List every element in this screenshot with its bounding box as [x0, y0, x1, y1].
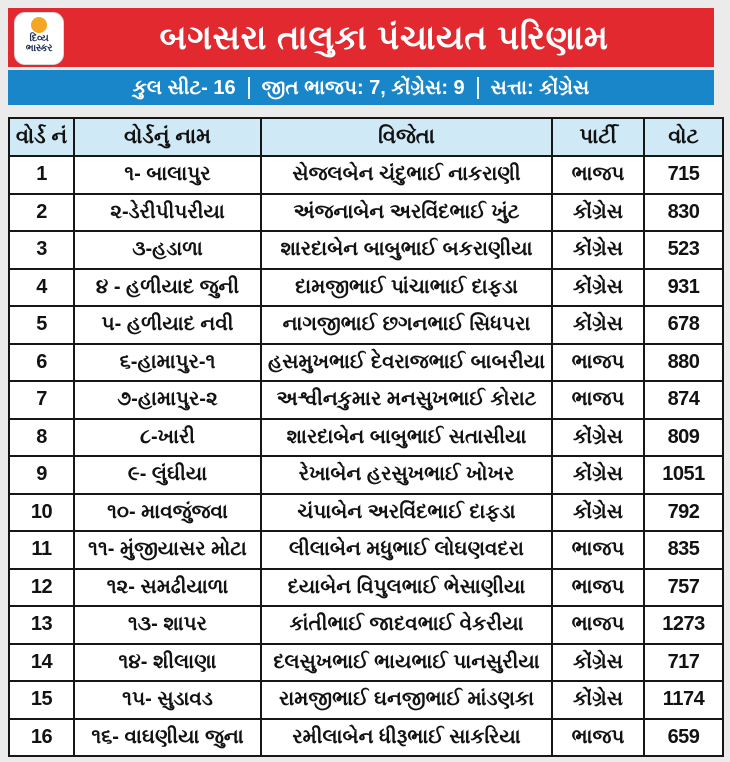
table-row [9, 681, 723, 719]
party-cell: ભાજપ [552, 719, 644, 757]
ward-number-cell: 16 [9, 719, 74, 757]
ward-number-cell: 4 [9, 269, 74, 307]
ward-name-cell: ૮-ખારી [74, 419, 261, 457]
ward-number-cell: 10 [9, 494, 74, 532]
wins-text: જીત ભાજપ: 7, કોંગ્રેસ: 9 [261, 76, 465, 99]
table-row [9, 719, 723, 757]
table-row [9, 494, 723, 532]
winner-name-cell: રમીલાબેન ધીરૂભાઈ સાકરિયા [261, 719, 552, 757]
sun-icon [31, 17, 47, 33]
party-cell: ભાજપ [552, 156, 644, 194]
ward-number-cell: 1 [9, 156, 74, 194]
winner-name-cell: શારદાબેન બાબુભાઈ બકરાણીયા [261, 231, 552, 269]
winner-name-cell: અંજનાબેન અરવિંદભાઈ ખુંટ [261, 194, 552, 232]
table-row [9, 644, 723, 682]
votes-cell: 931 [644, 269, 723, 307]
votes-cell: 659 [644, 719, 723, 757]
party-cell: ભાજપ [552, 606, 644, 644]
table-row [9, 194, 723, 232]
party-cell: કોંગ્રેસ [552, 306, 644, 344]
ward-name-cell: ૧- બાલાપુર [74, 156, 261, 194]
logo-text-line2: ભાસ્કર [25, 43, 53, 54]
power-text: સત્તા: કોંગ્રેસ [490, 76, 590, 99]
winner-name-cell: રામજીભાઈ ઘનજીભાઈ માંડણકા [261, 681, 552, 719]
ward-name-cell: ૩-હડાળા [74, 231, 261, 269]
votes-cell: 715 [644, 156, 723, 194]
ward-number-cell: 3 [9, 231, 74, 269]
winner-name-cell: હસમુખભાઈ દેવરાજભાઈ બાબરીયા [261, 344, 552, 382]
party-cell: કોંગ્રેસ [552, 231, 644, 269]
votes-cell: 1051 [644, 456, 723, 494]
ward-number-cell: 9 [9, 456, 74, 494]
votes-cell: 835 [644, 531, 723, 569]
results-table-header [9, 118, 723, 156]
col-header-winner: વિજેતા [261, 118, 552, 156]
votes-cell: 717 [644, 644, 723, 682]
party-cell: ભાજપ [552, 381, 644, 419]
page-title: બગસરા તાલુકા પંચાયત પરિણામ [159, 18, 609, 57]
winner-name-cell: કાંતીભાઈ જાદવભાઈ વેકરીયા [261, 606, 552, 644]
ward-name-cell: ૭-હામાપુર-૨ [74, 381, 261, 419]
ward-number-cell: 5 [9, 306, 74, 344]
ward-number-cell: 2 [9, 194, 74, 232]
divider-bar [248, 77, 250, 99]
table-row [9, 344, 723, 382]
ward-name-cell: ૨-ડેરીપીપરીયા [74, 194, 261, 232]
winner-name-cell: દલસુખભાઈ ભાયભાઈ પાનસુરીયા [261, 644, 552, 682]
votes-cell: 757 [644, 569, 723, 607]
ward-number-cell: 13 [9, 606, 74, 644]
winner-name-cell: શારદાબેન બાબુભાઈ સતાસીયા [261, 419, 552, 457]
ward-name-cell: ૪ - હળીયાદ જુની [74, 269, 261, 307]
votes-cell: 874 [644, 381, 723, 419]
summary-banner [8, 70, 714, 105]
header-row [9, 118, 723, 156]
total-seats-text: કુલ સીટ- 16 [132, 76, 236, 99]
results-table [8, 117, 724, 757]
divider-bar [477, 77, 479, 99]
ward-number-cell: 8 [9, 419, 74, 457]
votes-cell: 809 [644, 419, 723, 457]
ward-number-cell: 14 [9, 644, 74, 682]
table-row [9, 306, 723, 344]
ward-name-cell: ૧૨- સમઢીયાળા [74, 569, 261, 607]
party-cell: ભાજપ [552, 569, 644, 607]
votes-cell: 523 [644, 231, 723, 269]
ward-name-cell: ૧૧- મુંજીયાસર મોટા [74, 531, 261, 569]
table-row [9, 531, 723, 569]
winner-name-cell: દામજીભાઈ પાંચાભાઈ દાફડા [261, 269, 552, 307]
party-cell: ભાજપ [552, 344, 644, 382]
winner-name-cell: નાગજીભાઈ છગનભાઈ સિધપરા [261, 306, 552, 344]
table-row [9, 569, 723, 607]
ward-name-cell: ૫- હળીયાદ નવી [74, 306, 261, 344]
table-row [9, 156, 723, 194]
votes-cell: 880 [644, 344, 723, 382]
ward-name-cell: ૧૬- વાઘણીયા જુના [74, 719, 261, 757]
ward-name-cell: ૧૫- સુડાવડ [74, 681, 261, 719]
results-table-body [9, 156, 723, 756]
divya-bhaskar-logo [14, 12, 64, 65]
votes-cell: 678 [644, 306, 723, 344]
votes-cell: 830 [644, 194, 723, 232]
votes-cell: 1273 [644, 606, 723, 644]
ward-number-cell: 7 [9, 381, 74, 419]
party-cell: કોંગ્રેસ [552, 494, 644, 532]
ward-number-cell: 12 [9, 569, 74, 607]
party-cell: ભાજપ [552, 531, 644, 569]
votes-cell: 1174 [644, 681, 723, 719]
party-cell: કોંગ્રેસ [552, 681, 644, 719]
table-row [9, 419, 723, 457]
ward-name-cell: ૧૪- શીલાણા [74, 644, 261, 682]
winner-name-cell: દયાબેન વિપુલભાઈ ભેસાણીયા [261, 569, 552, 607]
title-banner [8, 8, 714, 67]
table-row [9, 381, 723, 419]
winner-name-cell: અશ્વીનકુમાર મનસુખભાઈ કોરાટ [261, 381, 552, 419]
party-cell: કોંગ્રેસ [552, 644, 644, 682]
ward-number-cell: 15 [9, 681, 74, 719]
party-cell: કોંગ્રેસ [552, 456, 644, 494]
winner-name-cell: સેજલબેન ચંદુભાઈ નાકરાણી [261, 156, 552, 194]
col-header-ward-no: વોર્ડ નં [9, 118, 74, 156]
table-row [9, 606, 723, 644]
ward-name-cell: ૯- લુંઘીયા [74, 456, 261, 494]
winner-name-cell: લીલાબેન મધુભાઈ લોઘણવદરા [261, 531, 552, 569]
table-row [9, 269, 723, 307]
ward-name-cell: ૧૦- માવજુંજવા [74, 494, 261, 532]
table-row [9, 231, 723, 269]
ward-number-cell: 6 [9, 344, 74, 382]
winner-name-cell: ચંપાબેન અરવિંદભાઈ દાફડા [261, 494, 552, 532]
table-row [9, 456, 723, 494]
party-cell: કોંગ્રેસ [552, 194, 644, 232]
ward-number-cell: 11 [9, 531, 74, 569]
ward-name-cell: ૧૩- શાપર [74, 606, 261, 644]
party-cell: કોંગ્રેસ [552, 419, 644, 457]
votes-cell: 792 [644, 494, 723, 532]
ward-name-cell: ૬-હામાપુર-૧ [74, 344, 261, 382]
col-header-ward-name: વોર્ડનું નામ [74, 118, 261, 156]
col-header-votes: વોટ [644, 118, 723, 156]
logo-text-line1: દિવ્ય [29, 33, 49, 44]
col-header-party: પાર્ટી [552, 118, 644, 156]
winner-name-cell: રેખાબેન હરસુખભાઈ ખોખર [261, 456, 552, 494]
party-cell: કોંગ્રેસ [552, 269, 644, 307]
